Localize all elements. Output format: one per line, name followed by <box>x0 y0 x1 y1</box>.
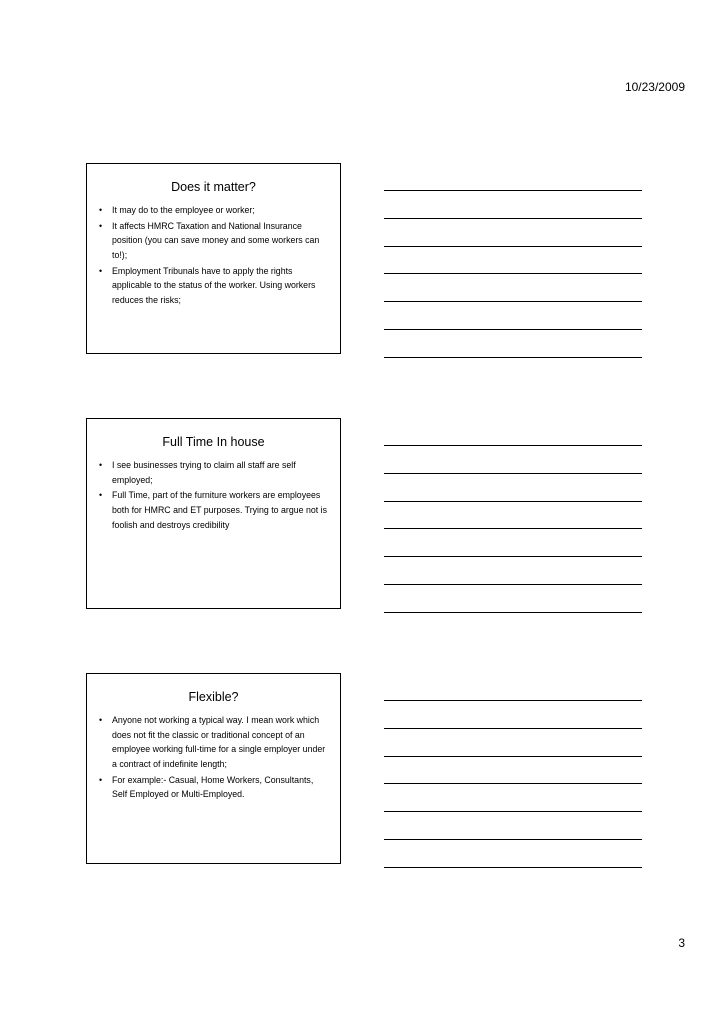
note-line <box>384 190 642 191</box>
slide-title: Does it matter? <box>171 180 256 194</box>
bullet-list <box>87 203 340 308</box>
note-line <box>384 612 642 613</box>
slide-flexible <box>86 673 341 864</box>
note-line <box>384 584 642 585</box>
note-line <box>384 783 642 784</box>
note-line <box>384 329 642 330</box>
bullet-item: • Employment Tribunals have to apply the rights applicable to the status of the worker. Using workers reduces the risks; <box>99 264 330 308</box>
slide-full-time-in-house <box>86 418 341 609</box>
notes-lines-slide-1 <box>384 190 642 385</box>
note-line <box>384 811 642 812</box>
bullet-item: • Anyone not working a typical way. I mean work which does not fit the classic or traditional concept of an employee working full-time for a single employer under a contract of indefinite length; <box>99 713 330 771</box>
note-line <box>384 473 642 474</box>
bullet-item: • I see businesses trying to claim all staff are self employed; <box>99 458 330 487</box>
bullet-item: • For example:- Casual, Home Workers, Consultants, Self Employed or Multi-Employed. <box>99 773 330 802</box>
note-line <box>384 273 642 274</box>
note-line <box>384 528 642 529</box>
print-date: 10/23/2009 <box>624 80 685 94</box>
note-line <box>384 728 642 729</box>
note-line <box>384 556 642 557</box>
bullet-item: • It may do to the employee or worker; <box>99 203 330 218</box>
bullet-item: • It affects HMRC Taxation and National Insurance position (you can save money and some workers can to!); <box>99 219 330 263</box>
bullet-list <box>87 713 340 802</box>
note-line <box>384 501 642 502</box>
slide-title: Flexible? <box>188 690 239 704</box>
note-line <box>384 756 642 757</box>
bullet-list <box>87 458 340 532</box>
notes-lines-slide-3 <box>384 700 642 895</box>
bullet-item: • Full Time, part of the furniture workers are employees both for HMRC and ET purposes. Trying to argue not is foolish and destroys credibility <box>99 488 330 532</box>
note-line <box>384 246 642 247</box>
note-line <box>384 357 642 358</box>
note-line <box>384 301 642 302</box>
note-line <box>384 700 642 701</box>
slide-title: Full Time In house <box>162 435 265 449</box>
note-line <box>384 445 642 446</box>
note-line <box>384 218 642 219</box>
slide-does-it-matter <box>86 163 341 354</box>
notes-lines-slide-2 <box>384 445 642 640</box>
page-number: 3 <box>678 936 685 950</box>
note-line <box>384 839 642 840</box>
note-line <box>384 867 642 868</box>
